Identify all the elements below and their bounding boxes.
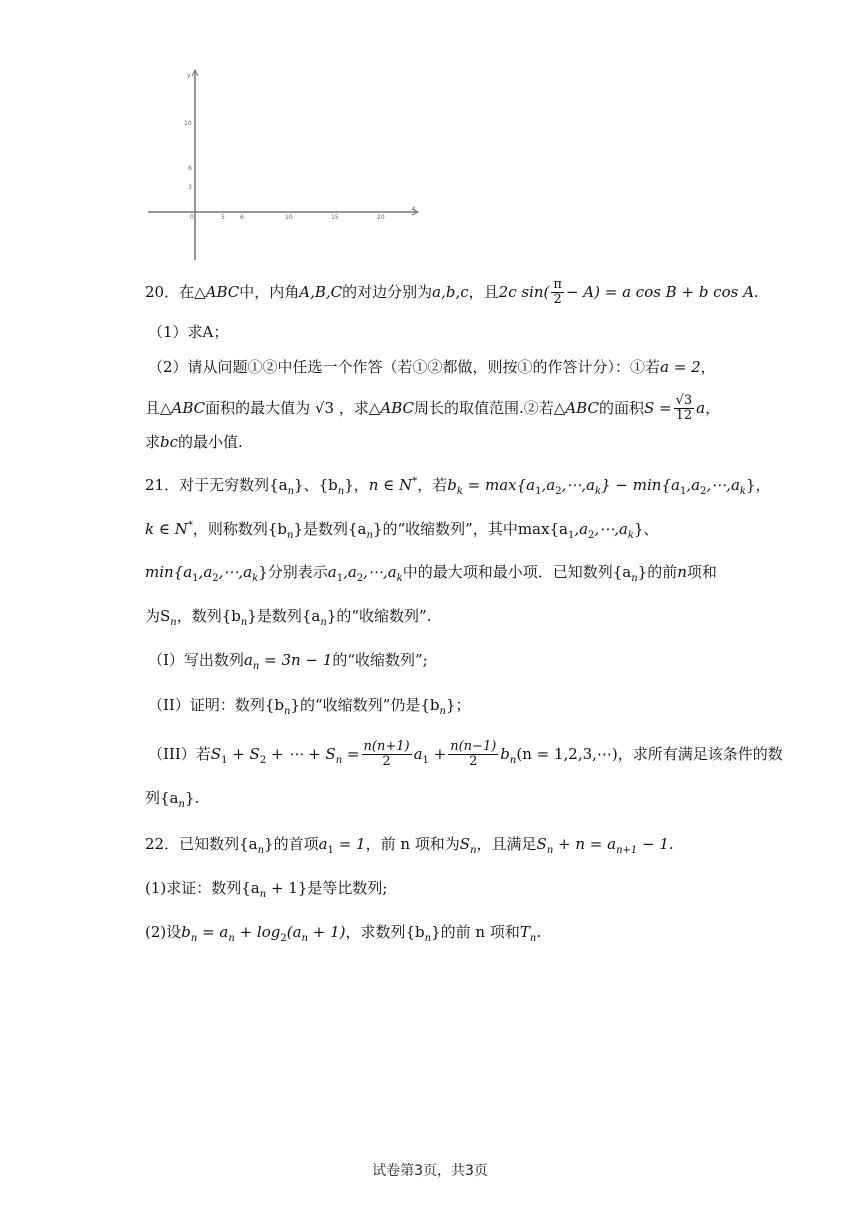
q22-part-1: (1)求证：数列$\{a_n + 1\}$是等比数列;	[145, 879, 388, 900]
q21-line-1: 21．对于无穷数列$\{a_n\}$、$\{b_n\}$，n ∈ N*，若$b_k$ = $\max\{a_1,a_2,\cdots,a_k\}$ − $\min\{a_1,a_2,\cdots,a_k\}$，	[145, 476, 771, 497]
q20-number: 20．	[145, 282, 180, 301]
x-tick-label: 6	[240, 214, 244, 221]
q21-line-end: 列$\{a_n\}$.	[145, 789, 200, 810]
q22-part-2: (2)设$b_n = a_n + \log_2(a_n + 1)$，求数列$\{b_n\}$的前 n 项和$T_n$.	[145, 923, 542, 944]
q20-line-1: 20．在△ABC中，内角A,B,C的对边分别为a,b,c，且2c sin( $\frac{\pi}{2}$ − A) = a cos B + b cos A.	[145, 277, 759, 308]
q21-part-2: （II）证明：数列$\{b_n\}$的“收缩数列”仍是$\{b_n\}$；	[148, 696, 471, 717]
q21-part-3: （III）若$S_1 + S_2$ + ⋯ + $S_n$ = $\frac{n(n+1)}{2}$ $a_1$ + $\frac{n(n-1)}{2}$ $b_n(n$ = 1,2,3,⋯)，求所有满足该条件的数	[148, 739, 783, 770]
page-footer: 试卷第3页，共3页	[372, 1163, 488, 1179]
q21-line-4: 为$S_n$，数列$\{b_n\}$是数列$\{a_n\}$的“收缩数列”.	[145, 607, 432, 628]
q20-part-2: （2）请从问题①②中任选一个作答（若①②都做，则按①的作答计分）：①若a = 2，	[148, 358, 716, 376]
q22-number: 22．	[145, 835, 180, 853]
q20-line-3: 且△ABC面积的最大值为 √3 ，求△ABC周长的取值范围.②若△ABC的面积S = $\frac{√3}{12}$ a，	[145, 393, 721, 424]
y-tick-label: 3	[188, 184, 192, 191]
x-tick-label: 20	[377, 214, 385, 221]
y-tick-label: 6	[188, 165, 192, 172]
x-tick-label: 0	[190, 214, 194, 221]
q20-line-4: 求bc的最小值.	[145, 433, 243, 451]
x-tick-label: 15	[331, 214, 339, 221]
x-tick-label: 5	[221, 214, 225, 221]
q21-line-3: $\min\{a_1,a_2,\cdots,a_k\}$分别表示$a_1,a_2,\cdots,a_k$中的最大项和最小项．已知数列$\{a_n\}$的前n项和	[145, 563, 717, 584]
q21-part-1: （I）写出数列$a_n = 3n - 1$的“收缩数列”;	[148, 651, 428, 672]
q20-part-1: （1）求A；	[148, 323, 229, 341]
area-fraction: $\frac{√3}{12}$	[675, 393, 693, 424]
y-axis-label: y	[187, 72, 191, 79]
q21-number: 21．	[145, 476, 180, 494]
y-tick-label: 10	[184, 120, 192, 127]
x-tick-label: 10	[285, 214, 293, 221]
sum-fraction-2: $\frac{n(n-1)}{2}$	[450, 739, 497, 770]
sum-fraction-1: $\frac{n(n+1)}{2}$	[363, 739, 410, 770]
q21-line-2: k ∈ N*，则称数列$\{b_n\}$是数列$\{a_n\}$的“收缩数列”，其中$\max\{a_1,a_2,\cdots,a_k\}$、	[145, 520, 659, 541]
q22-line-1: 22．已知数列$\{a_n\}$的首项$a_1 = 1$，前 n 项和为$S_n$，且满足$S_n + n = a_{n+1} - 1$.	[145, 835, 674, 856]
coordinate-graph	[140, 60, 430, 265]
pi-over-2-fraction: $\frac{\pi}{2}$	[553, 277, 562, 308]
x-axis-label: x	[412, 205, 416, 212]
